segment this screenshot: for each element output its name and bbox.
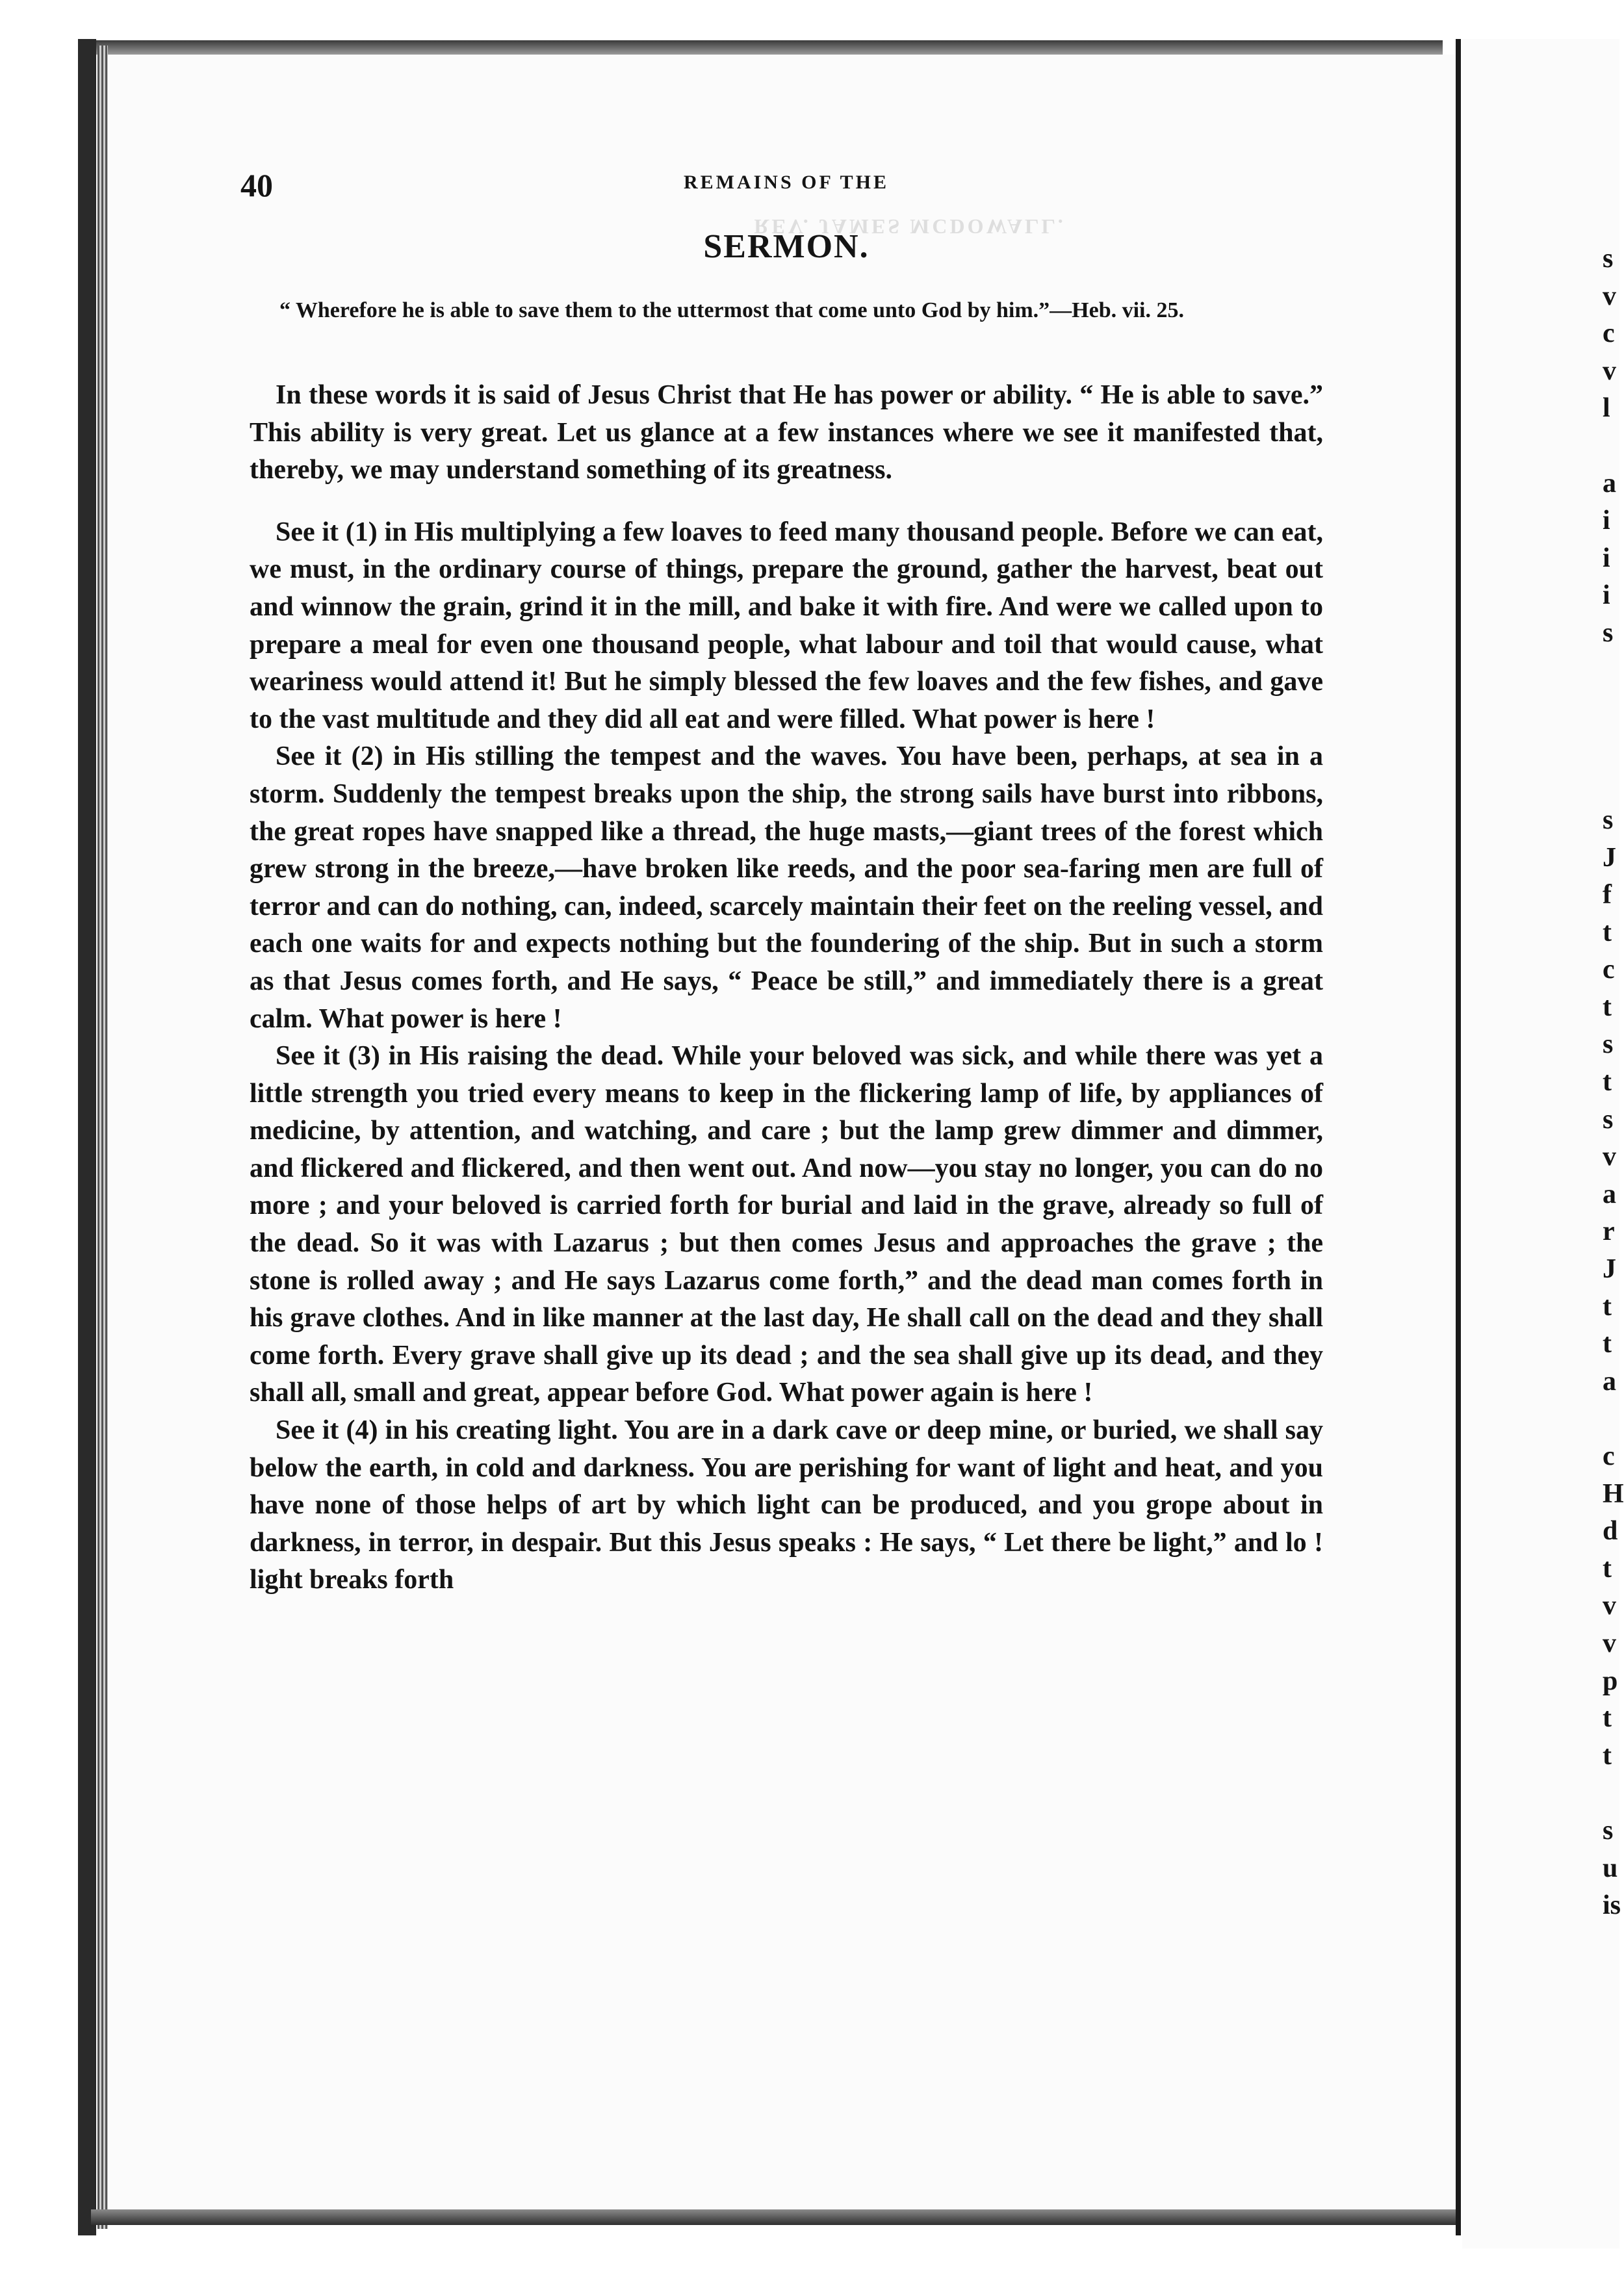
next-page-fragment bbox=[1603, 764, 1619, 802]
next-page-fragment: t bbox=[1603, 992, 1612, 1022]
next-page-fragment: s bbox=[1603, 617, 1614, 648]
next-page-fragment bbox=[1603, 727, 1619, 765]
next-page-fragment: i bbox=[1603, 580, 1610, 611]
next-page-fragment: i bbox=[1603, 543, 1610, 573]
page-number: 40 bbox=[240, 167, 273, 203]
next-page-fragment bbox=[1603, 652, 1619, 690]
next-page-fragment bbox=[1603, 428, 1619, 465]
page-header bbox=[240, 166, 1332, 205]
next-page-fragment: a bbox=[1603, 468, 1616, 498]
page-gutter bbox=[1456, 39, 1461, 2235]
next-page-fragment: s bbox=[1603, 1104, 1614, 1135]
next-page-fragment: v bbox=[1603, 1591, 1616, 1621]
next-page-fragment: s bbox=[1603, 244, 1614, 274]
next-page-fragment: u bbox=[1603, 1853, 1618, 1883]
next-page-fragment: t bbox=[1603, 1740, 1612, 1771]
next-page-fragment bbox=[1603, 1775, 1619, 1812]
book-spine bbox=[78, 39, 96, 2235]
paragraph-intro: In these words it is said of Jesus Christ that He has power or ability. “ He is able to save.” This ability is very great. Let us glance at a few instances where we see it manifested that, thereby, we may understand something of its greatness. bbox=[250, 380, 1323, 485]
paragraph-tempest: See it (2) in His stilling the tempest and the waves. You have been, perhaps, at sea in a storm. Suddenly the tempest breaks upon the ship, the strong sails have burst into ribbons, the great ropes have snapped like a thread, the huge masts,—giant trees of the forest which grew strong in the breeze,—have broken like reeds, and the poor sea-faring men are full of terror and can do nothing, can, indeed, scarcely maintain their feet on the reeling vessel, and each one waits for and expects nothing but the foundering of the ship. But in such a storm as that Jesus comes forth, and He says, “ Peace be still,” and immediately there is a great calm. What power is here ! bbox=[250, 741, 1323, 1034]
next-page-fragment: s bbox=[1603, 1815, 1614, 1846]
next-page-fragments bbox=[1603, 240, 1624, 1925]
next-page-fragment: s bbox=[1603, 1029, 1614, 1060]
next-page-fragment: l bbox=[1603, 393, 1610, 424]
book-edge-bottom bbox=[91, 2209, 1456, 2225]
next-page-fragment: t bbox=[1603, 1553, 1612, 1584]
next-page-fragment: s bbox=[1603, 804, 1614, 835]
next-page-fragment: a bbox=[1603, 1366, 1616, 1396]
next-page-fragment: r bbox=[1603, 1216, 1615, 1247]
next-page-fragment: p bbox=[1603, 1666, 1618, 1696]
next-page-fragment: c bbox=[1603, 955, 1615, 985]
next-page-fragment: t bbox=[1603, 1703, 1612, 1734]
epigraph: “ Wherefore he is able to save them to the uttermost that come unto God by him.”—Heb. vii. 25. bbox=[279, 298, 1184, 322]
next-page-fragment bbox=[1603, 1400, 1619, 1438]
next-page-fragment: v bbox=[1603, 1628, 1616, 1658]
next-page-fragment: t bbox=[1603, 1329, 1612, 1359]
page-edges bbox=[97, 45, 108, 2229]
book-edge-top bbox=[91, 40, 1443, 55]
next-page-fragment: v bbox=[1603, 281, 1616, 311]
next-page-fragment: J bbox=[1603, 1254, 1616, 1285]
next-page-fragment: t bbox=[1603, 1291, 1612, 1322]
paragraph-raising-dead: See it (3) in His raising the dead. While your beloved was sick, and while there was yet a little strength you tried every means to keep in the flickering lamp of life, by appliances of medicine, by attention, and watching, and care ; but the lamp grew dimmer and dimmer, and flickered and flickered, and then went out. And now—you stay no longer, you can do no more ; and your beloved is carried forth for burial and laid in the grave, already so full of the dead. So it was with Lazarus ; but then comes Jesus and approaches the grave ; the stone is rolled away ; and He says Lazarus come forth,” and the dead man comes forth in his grave clothes. And in like manner at the last day, He shall call on the dead and they shall come forth. Every grave shall give up its dead ; and the sea shall give up its dead, and they shall all, small and great, appear before God. What power again is here ! bbox=[250, 1041, 1323, 1408]
next-page-fragment: t bbox=[1603, 917, 1612, 947]
sermon-body bbox=[250, 377, 1323, 1599]
next-page-fragment: is bbox=[1603, 1890, 1621, 1921]
show-through-text: REV. JAMES MCDOWALL. bbox=[754, 215, 1066, 238]
next-page-sliver bbox=[1462, 39, 1624, 2248]
next-page-fragment: J bbox=[1603, 842, 1616, 873]
next-page-fragment: t bbox=[1603, 1067, 1612, 1098]
next-page-fragment: c bbox=[1603, 1441, 1615, 1471]
paragraph-loaves: See it (1) in His multiplying a few loaves to feed many thousand people. Before we can eat, we must, in the ordinary course of things, prepare the ground, gather the harvest, beat out and winnow the grain, grind it in the mill, and bake it with fire. And were we called upon to prepare a meal for even one thousand people, what labour and toil that would cause, what weariness would attend it! But he simply blessed the few loaves and the few fishes, and gave to the vast multitude and they did all eat and were filled. What power is here ! bbox=[250, 517, 1323, 734]
next-page-fragment: a bbox=[1603, 1179, 1616, 1209]
next-page-fragment: d bbox=[1603, 1516, 1618, 1547]
sermon-title: SERMON. bbox=[703, 228, 870, 265]
running-head: REMAINS OF THE bbox=[683, 172, 890, 193]
scan-margin-top bbox=[0, 0, 1619, 39]
next-page-fragment: c bbox=[1603, 318, 1615, 349]
next-page-fragment bbox=[1603, 689, 1619, 727]
next-page-fragment: f bbox=[1603, 880, 1612, 910]
paragraph-creating-light: See it (4) in his creating light. You are in a dark cave or deep mine, or buried, we shall say below the earth, in cold and darkness. You are perishing for want of light and heat, and you have none of those helps of art by which light can be produced, and you grope about in darkness, in terror, in despair. But this Jesus speaks : He says, “ Let there be light,” and lo ! light breaks forth bbox=[250, 1415, 1323, 1595]
next-page-fragment: H bbox=[1603, 1478, 1624, 1509]
next-page-fragment: v bbox=[1603, 1142, 1616, 1172]
next-page-fragment: v bbox=[1603, 355, 1616, 386]
next-page-fragment: i bbox=[1603, 506, 1610, 536]
